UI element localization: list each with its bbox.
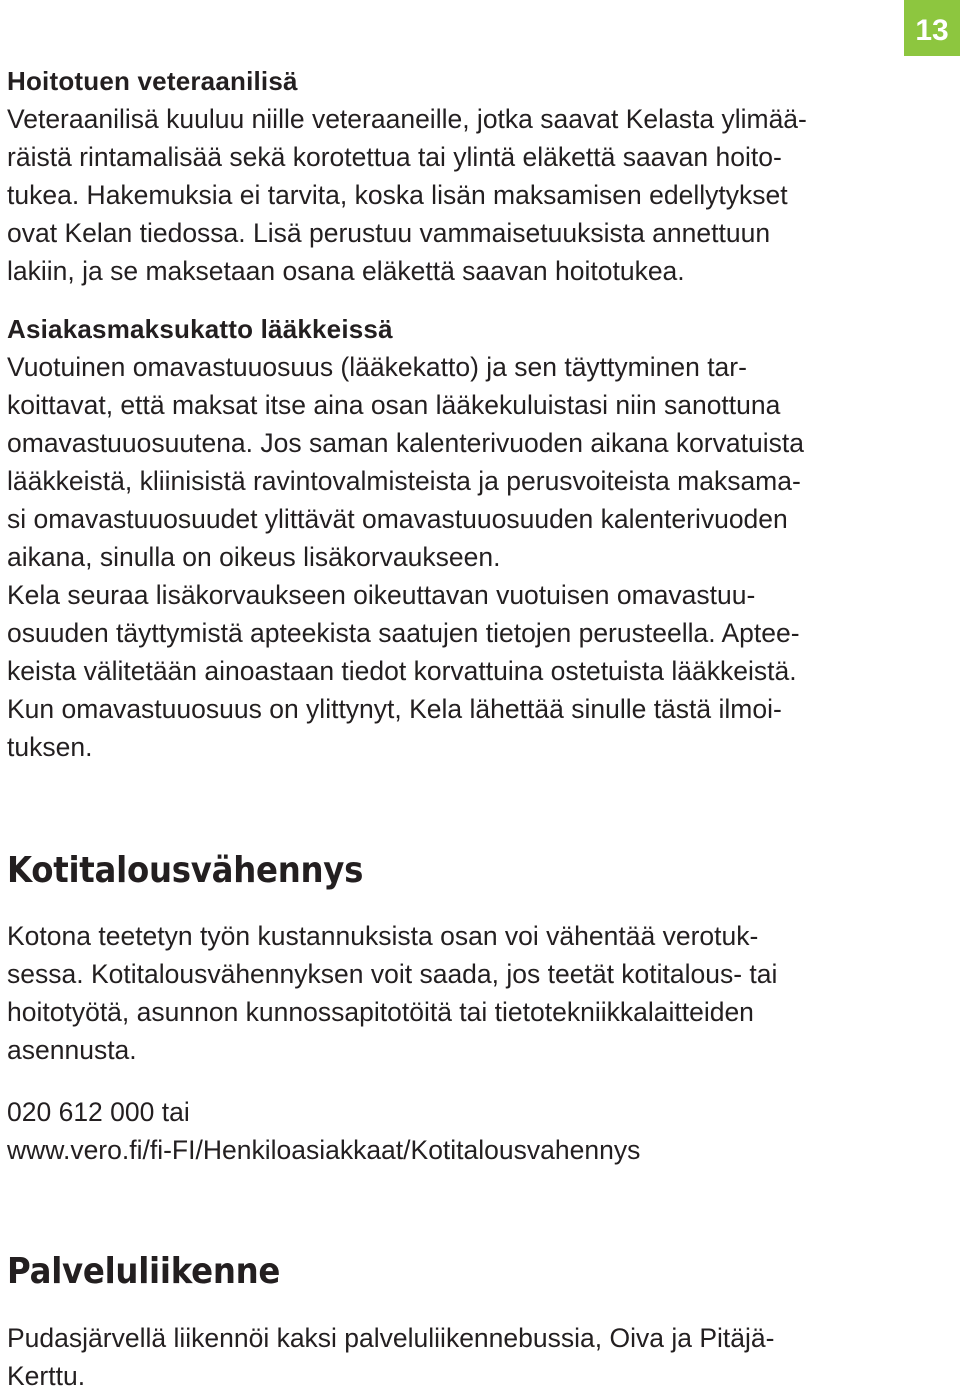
heading-kotitalousvahennys: Kotitalousvähennys	[7, 850, 364, 891]
subheading-hoitotuen-veteraanilisa: Hoitotuen veteraanilisä	[7, 66, 298, 96]
body-line: Kerttu.	[7, 1361, 86, 1391]
body-line: räistä rintamalisää sekä korotettua tai ylintä eläkettä saavan hoito-	[7, 142, 782, 172]
body-line: Veteraanilisä kuuluu niille veteraaneille, jotka saavat Kelasta ylimää-	[7, 104, 807, 134]
body-line: si omavastuuosuudet ylittävät omavastuuosuuden kalenterivuoden	[7, 504, 788, 534]
body-line: aikana, sinulla on oikeus lisäkorvaukseen.	[7, 542, 501, 572]
body-line: sessa. Kotitalousvähennyksen voit saada, jos teetät kotitalous- tai	[7, 959, 778, 989]
body-line: Pudasjärvellä liikennöi kaksi palveluliikennebussia, Oiva ja Pitäjä-	[7, 1323, 775, 1353]
section-hoitotuen-veteraanilisa	[7, 62, 807, 290]
heading-palveluliikenne: Palveluliikenne	[7, 1251, 281, 1292]
body-line: Kun omavastuuosuus on ylittynyt, Kela lähettää sinulle tästä ilmoi-	[7, 694, 782, 724]
body-line: tuksen.	[7, 732, 93, 762]
subheading-asiakasmaksukatto: Asiakasmaksukatto lääkkeissä	[7, 314, 393, 344]
page-number-badge: 13	[904, 0, 960, 56]
phone-number: 020 612 000 tai	[7, 1097, 190, 1127]
body-line: lakiin, ja se maksetaan osana eläkettä saavan hoitotukea.	[7, 256, 685, 286]
body-line: keista välitetään ainoastaan tiedot korvattuina ostetuista lääkkeistä.	[7, 656, 797, 686]
section-palveluliikenne-body	[7, 1319, 774, 1395]
body-line: ovat Kelan tiedossa. Lisä perustuu vammaisetuuksista annettuun	[7, 218, 771, 248]
body-line: omavastuuosuutena. Jos saman kalenterivuoden aikana korvatuista	[7, 428, 804, 458]
body-line: lääkkeistä, kliinisistä ravintovalmisteista ja perusvoiteista maksama-	[7, 466, 801, 496]
section-asiakasmaksukatto	[7, 310, 804, 766]
contact-info	[7, 1093, 640, 1169]
body-line: hoitotyötä, asunnon kunnossapitotöitä tai tietotekniikkalaitteiden	[7, 997, 754, 1027]
body-line: tukea. Hakemuksia ei tarvita, koska lisän maksamisen edellytykset	[7, 180, 788, 210]
body-line: koittavat, että maksat itse aina osan lääkekuluistasi niin sanottuna	[7, 390, 781, 420]
body-line: Kela seuraa lisäkorvaukseen oikeuttavan vuotuisen omavastuu-	[7, 580, 756, 610]
section-kotitalousvahennys-body	[7, 917, 777, 1069]
body-line: osuuden täyttymistä apteekista saatujen tietojen perusteella. Aptee-	[7, 618, 800, 648]
body-line: asennusta.	[7, 1035, 137, 1065]
body-line: Vuotuinen omavastuuosuus (lääkekatto) ja sen täyttyminen tar-	[7, 352, 747, 382]
website-url: www.vero.fi/fi-FI/Henkiloasiakkaat/Kotitalousvahennys	[7, 1135, 641, 1165]
body-line: Kotona teetetyn työn kustannuksista osan voi vähentää verotuk-	[7, 921, 759, 951]
